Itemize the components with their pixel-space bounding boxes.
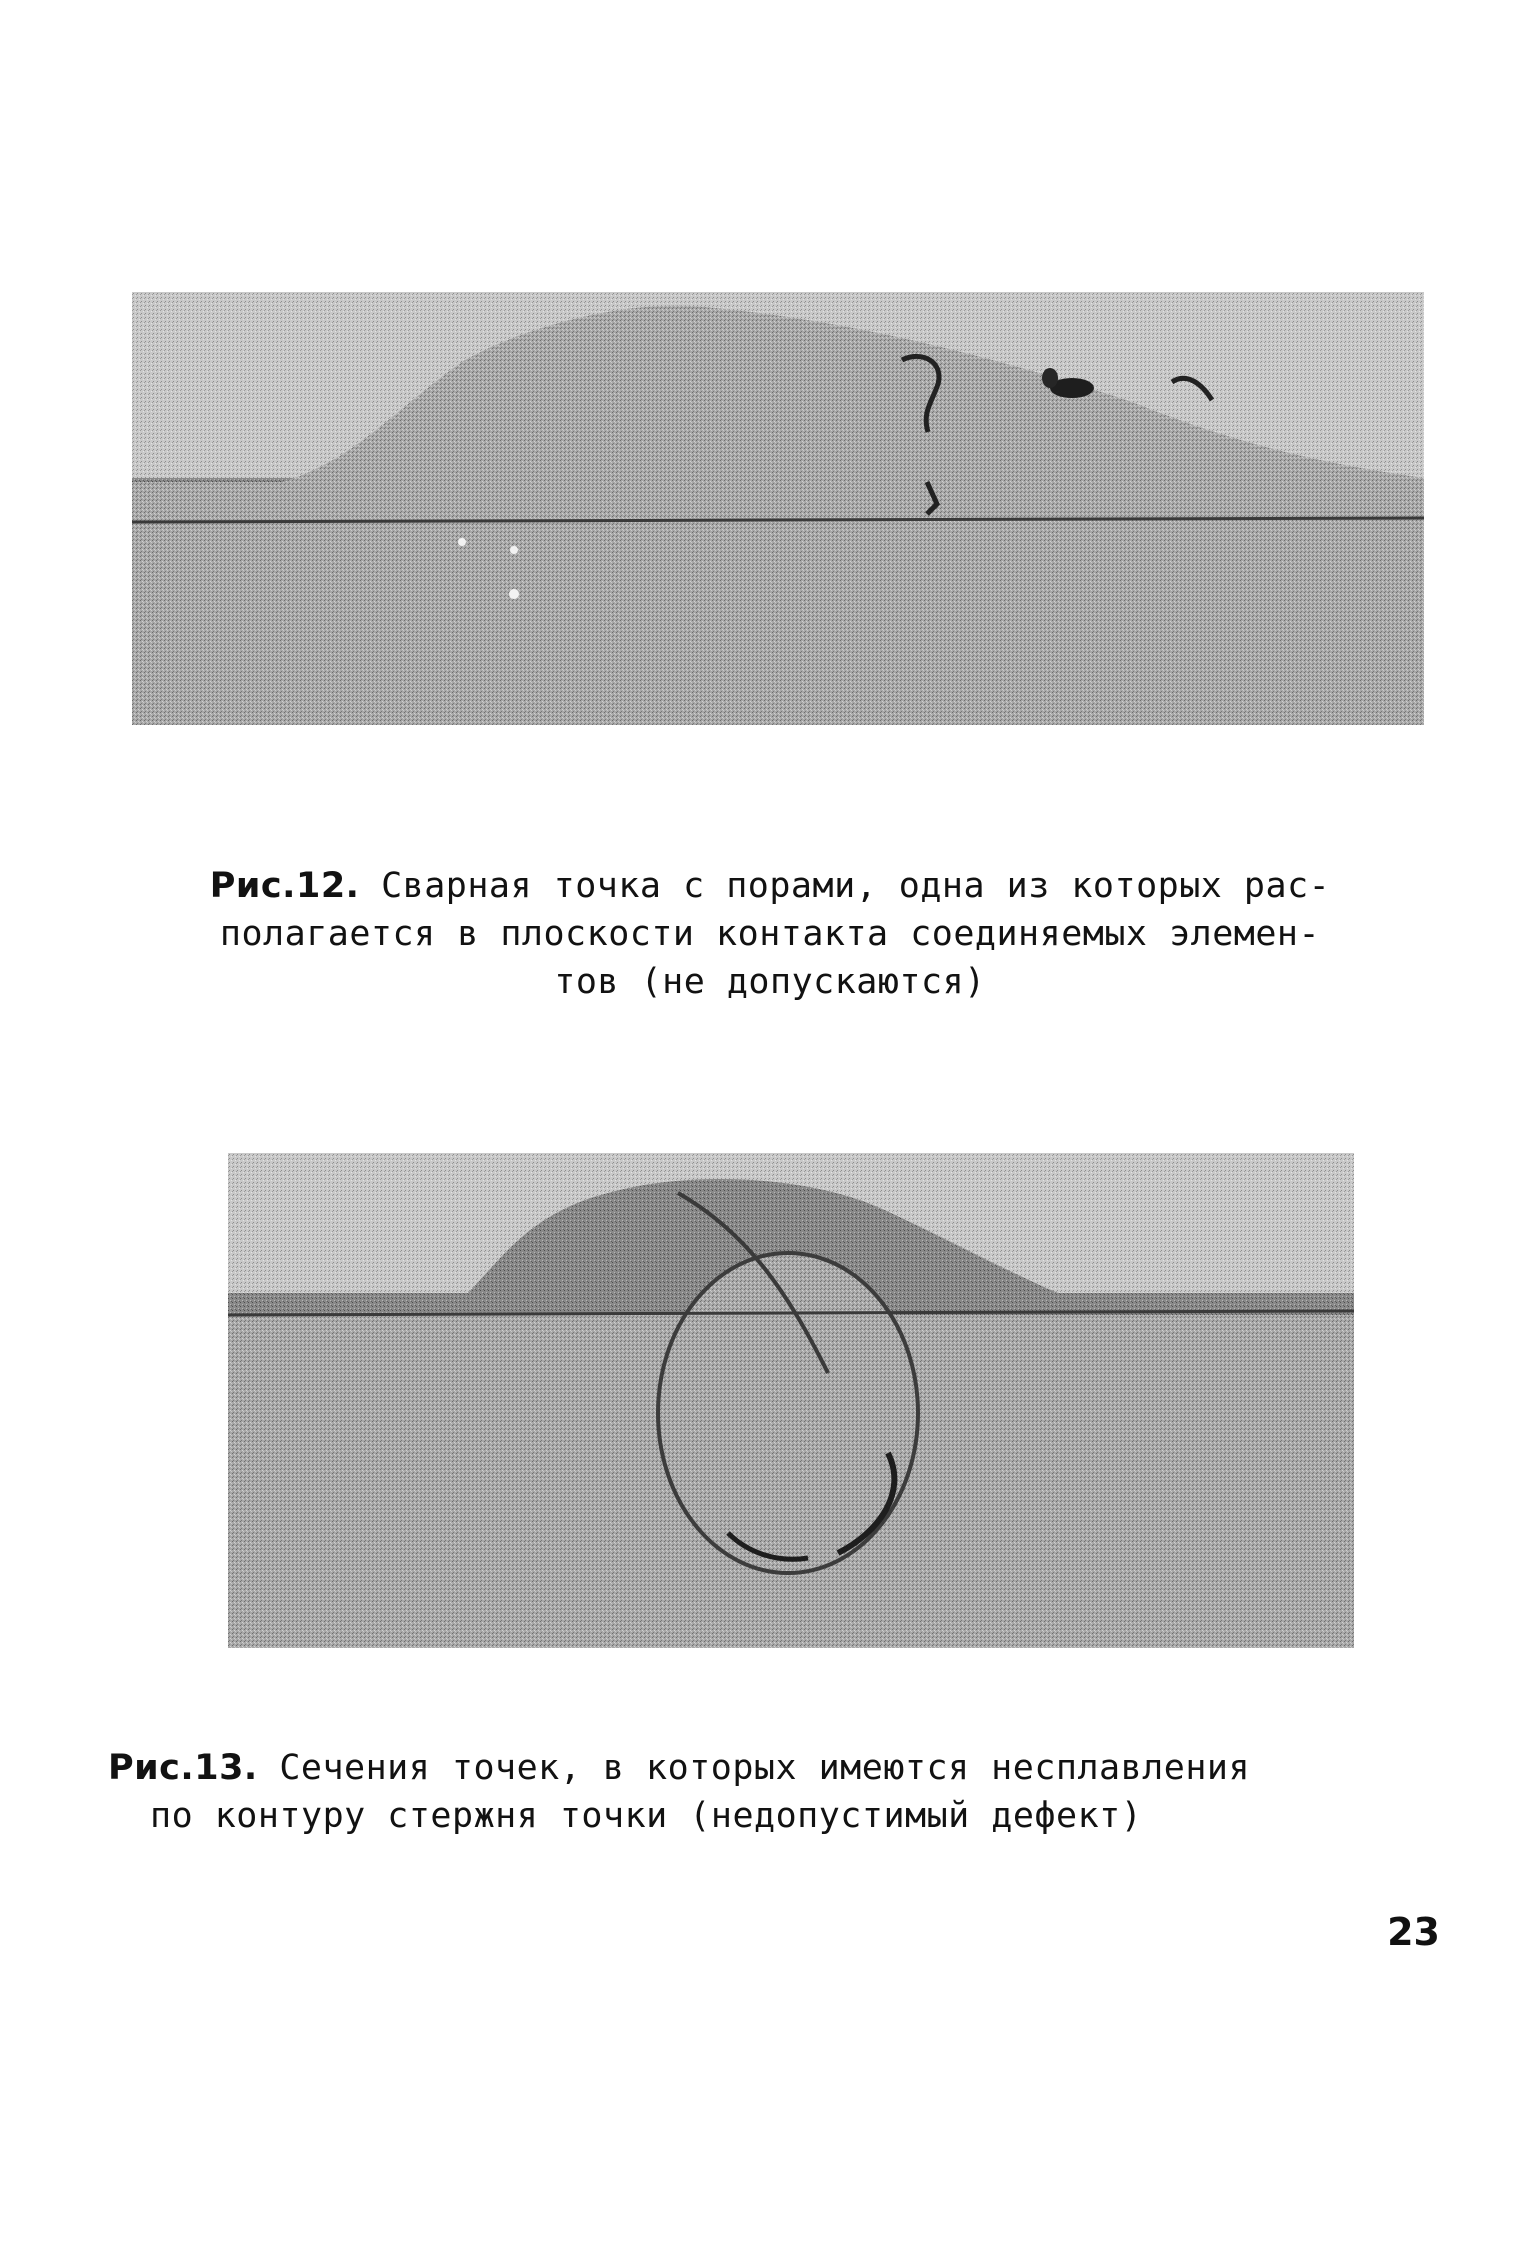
- weld-spot-pores-image: [132, 292, 1424, 725]
- pore: [510, 546, 518, 554]
- figure-13-label: Рис.13.: [108, 1748, 258, 1788]
- figure-12-label: Рис.12.: [209, 866, 360, 906]
- pore: [458, 538, 466, 546]
- figure-13-caption: [108, 1744, 1448, 1840]
- pore: [509, 589, 519, 599]
- figure-12-caption: [100, 862, 1440, 1006]
- figure-12-caption-line-2: полагается в плоскости контакта соединяемых элемен-: [219, 914, 1321, 954]
- figure-12-photo: [132, 292, 1424, 725]
- figure-13-photo: [228, 1153, 1354, 1648]
- figure-13-caption-line-1: Сечения точек, в которых имеются несплавления: [279, 1748, 1251, 1788]
- figure-12-caption-line-3: тов (не допускаются): [554, 962, 986, 1002]
- page-number: 23: [1387, 1910, 1440, 1954]
- figure-12-caption-line-1: Сварная точка с порами, одна из которых рас-: [381, 866, 1331, 906]
- weld-section-lack-of-fusion-image: [228, 1153, 1354, 1648]
- lower-sheet: [132, 520, 1424, 725]
- figure-13-caption-line-2: по контуру стержня точки (недопустимый дефект): [150, 1796, 1143, 1836]
- pore: [1042, 368, 1058, 388]
